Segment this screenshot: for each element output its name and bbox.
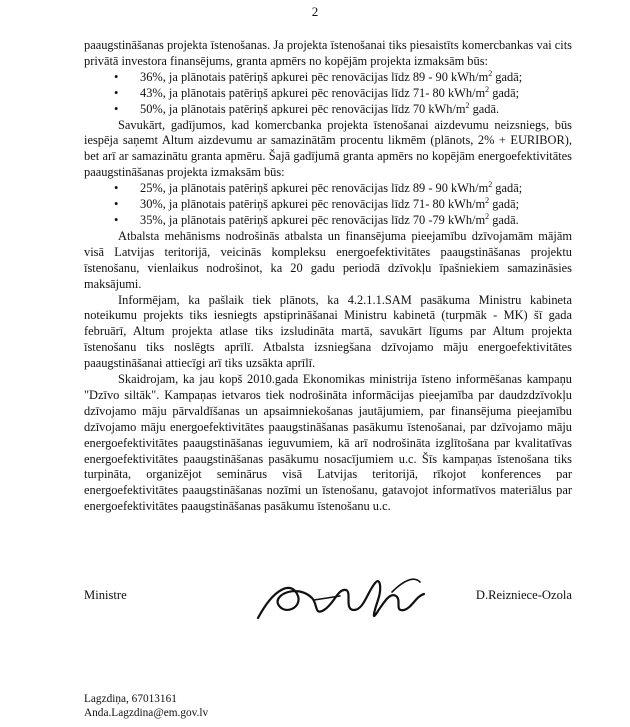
contact-email: Anda.Lagzdina@em.gov.lv: [84, 706, 209, 719]
paragraph-campaign: Skaidrojam, ka jau kopš 2010.gada Ekonomikas ministrija īsteno informēšanas kampaņu "Dzīvo siltāk". Kampaņas ietvaros tiek nodrošināta informācijas pieejamība par daudzdzīvokļu dzīvojamo māju pārvaldīšanas un apsaimniekošanas jautājumiem, par finansējuma pieejamību dzīvojamo māju energoefektivitātes paaugstināšanas pasākumu īstenošanai, par dzīvojamo māju energoefektivitātes paaugstināšanas ieguvumiem, kā arī nodrošināta izglītošana par kvalitatīvas energoefektivitātes paaugstināšanas pasākumu nosacījumiem u.c. Šīs kampaņas īstenošana tiks turpināta, organizējot seminārus visā Latvijas teritorijā, rīkojot konferences par energoefektivitātes paaugstināšanas nozīmi un īstenošanu, gatavojot informatīvos materiālus par energoefektivitātes paaugstināšanas pasākumu īstenošanu u.c.: [84, 372, 572, 514]
paragraph-mechanism: Atbalsta mehānisms nodrošinās atbalsta un finansējuma pieejamību dzīvojamām mājām visā Latvijas teritorijā, veicinās kompleksu energoefektivitātes paaugstināšanas projektu īstenošanu, vienlaikus nodrošinot, ka 20 gadu periodā dzīvokļu īpašniekiem samazināsies maksājumi.: [84, 228, 572, 291]
list-item: • 35%, ja plānotais patēriņš apkurei pēc renovācijas līdz 70 -79 kWh/$m^2$ gadā.: [84, 213, 572, 229]
page-number: 2: [311, 4, 319, 19]
list-item: • 36%, ja plānotais patēriņš apkurei pēc renovācijas līdz 89 - 90 kWh/$m^2$ gadā;: [84, 70, 572, 86]
signatory-role: Ministre: [84, 588, 127, 602]
grant-list-commercial: [84, 70, 572, 118]
contact-info: [84, 693, 208, 720]
list-item: • 50%, ja plānotais patēriņš apkurei pēc renovācijas līdz 70 kWh/$m^2$ gadā.: [84, 102, 572, 118]
list-item: • 30%, ja plānotais patēriņš apkurei pēc renovācijas līdz 71- 80 kWh/$m^2$ gadā;: [84, 197, 572, 213]
handwritten-signature: [254, 570, 444, 628]
signature-block: [84, 578, 572, 618]
signatory-name: D.Reizniece-Ozola: [475, 588, 572, 602]
list-item: • 43%, ja plānotais patēriņš apkurei pēc renovācijas līdz 71- 80 kWh/$m^2$ gadā;: [84, 86, 572, 102]
grant-list-altum: [84, 181, 572, 229]
contact-name-phone: Lagzdiņa, 67013161: [84, 693, 177, 705]
paragraph-timeline: Informējam, ka pašlaik tiek plānots, ka 4.2.1.1.SAM pasākuma Ministru kabineta noteikumu projekts tiks iesniegts apstiprināšanai Ministru kabinetā (turpmāk - MK) šī gada februārī, Altum projekta atlase tiks izsludināta martā, savukārt līgums par Altum projekta īstenošanu tiks noslēgts aprīlī. Atbalsta izsniegšana dzīvojamo māju energoefektivitātes paaugstināšanai attiecīgi arī tiks uzsākta aprīlī.: [84, 292, 572, 371]
paragraph-altum-loan: Savukārt, gadījumos, kad komercbanka projekta īstenošanai aizdevumu neizsniegs, būs iespēja saņemt Altum aizdevumu ar samazinātām procentu likmēm (plānots, 2% + EURIBOR), bet arī ar samazinātu granta apmēru. Šajā gadījumā granta apmērs no kopējām energoefektivitātes paaugstināšanas projekta izmaksām būs:: [84, 117, 572, 180]
list-item: • 25%, ja plānotais patēriņš apkurei pēc renovācijas līdz 89 - 90 kWh/$m^2$ gadā;: [84, 181, 572, 197]
letter-body: [84, 38, 572, 515]
paragraph-intro: paaugstināšanas projekta īstenošanas. Ja projekta īstenošanai tiks piesaistīts komercbankas vai cits privātā investora finansējums, granta apmērs no kopējām projekta izmaksām būs:: [84, 38, 572, 68]
